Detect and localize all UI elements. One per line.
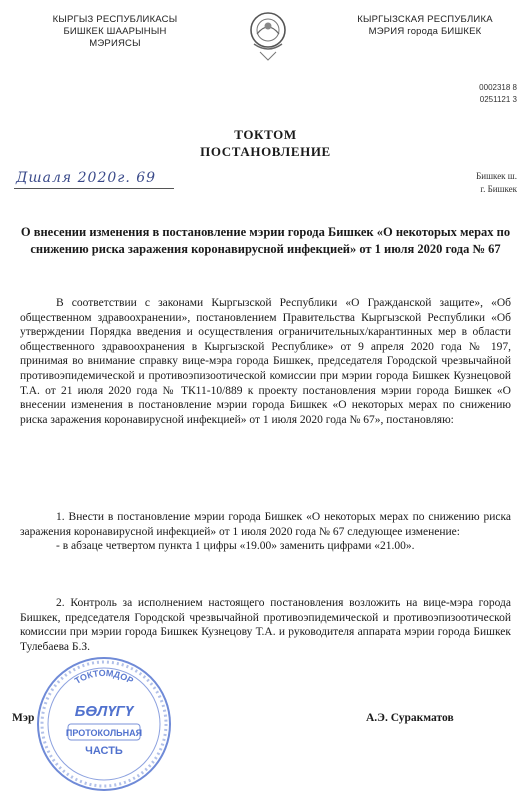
preamble-text: В соответствии с законами Кыргызской Республики «О Гражданской защите», «Об общественном здравоохранении», постановлением Правительства Кыргызской Республики «Об утверждении Порядка введения и осуществления ограничительных/карантинных мер в области общественного здравоохранения в Кыргызской Республике» от 9 апреля 2020 года № 197, принимая во внимание справку вице-мэра города Бишкек, председателя Городской чрезвычайной противоэпидемической и противоэпизоотической комиссии при мэрии города Бишкек Кузнецовой Т.А. от 21 июля 2020 года № ТК11-10/889 к проекту постановления мэрии города Бишкек «О внесении изменения в постановление мэрии города Бишкек «О некоторых мерах по снижению риска заражения коронавирусной инфекцией» от 1 июля 2020 года № 67», постановляю:	[20, 297, 511, 426]
document-title	[0, 126, 531, 160]
svg-text:ТОКТОМДОР	[73, 668, 135, 686]
stamp-line-1: БӨЛҮГҮ	[74, 703, 134, 720]
header-right-line: КЫРГЫЗСКАЯ РЕСПУБЛИКА	[357, 14, 493, 25]
title-russian: ПОСТАНОВЛЕНИЕ	[200, 144, 331, 159]
clause-1-paragraph	[20, 510, 511, 554]
header-right-block	[330, 14, 520, 38]
stamp-line-2: ПРОТОКОЛЬНАЯ	[65, 728, 143, 738]
city-label	[476, 170, 517, 196]
stamp-top-text: ТОКТОМДОР	[72, 667, 136, 686]
date-underline	[14, 188, 174, 189]
city-russian: г. Бишкек	[480, 184, 517, 194]
header-left-block	[30, 14, 200, 50]
header-left-line: КЫРГЫЗ РЕСПУБЛИКАСЫ	[52, 14, 178, 25]
coat-of-arms-emblem-icon	[248, 8, 288, 64]
city-kyrgyz: Бишкек ш.	[476, 171, 517, 181]
handwritten-date: Дшаля 2020г. 69	[16, 170, 157, 186]
header-right-line: МЭРИЯ города БИШКЕК	[368, 26, 482, 37]
serial-number: 0002318 8	[479, 83, 517, 92]
header-left-line: МЭРИЯСЫ	[89, 38, 141, 49]
serial-number: 0251121 3	[479, 95, 517, 104]
clause-2-text: 2. Контроль за исполнением настоящего постановления возложить на вице-мэра города Бишкек, председателя Городской чрезвычайной противоэпидемической и противоэпизоотической комиссии при мэрии города Бишкек Кузнецову Т.А. и руководителя аппарата мэрии города Бишкек Тулебаева Б.З.	[20, 597, 511, 653]
official-stamp-icon	[34, 650, 174, 798]
stamp-line-3: ЧАСТЬ	[85, 745, 123, 757]
preamble-paragraph	[20, 296, 511, 427]
signature-position: Мэр	[12, 712, 35, 724]
document-subject: О внесении изменения в постановление мэрии города Бишкек «О некоторых мерах по снижению риска заражения коронавирусной инфекцией» от 1 июля 2020 года № 67	[20, 225, 511, 256]
header-left-line: БИШКЕК ШААРЫНЫН	[63, 26, 167, 37]
clause-2-paragraph	[20, 596, 511, 654]
clause-1-text: 1. Внести в постановление мэрии города Бишкек «О некоторых мерах по снижению риска заражения коронавирусной инфекцией» от 1 июля 2020 года № 67 следующее изменение:	[20, 511, 511, 538]
title-kyrgyz: ТОКТОМ	[234, 127, 297, 142]
clause-1-change-text: - в абзаце четвертом пункта 1 цифры «19.00» заменить цифрами «21.00».	[56, 540, 415, 553]
serial-numbers	[479, 82, 517, 106]
signatory-name: А.Э. Суракматов	[366, 712, 454, 724]
